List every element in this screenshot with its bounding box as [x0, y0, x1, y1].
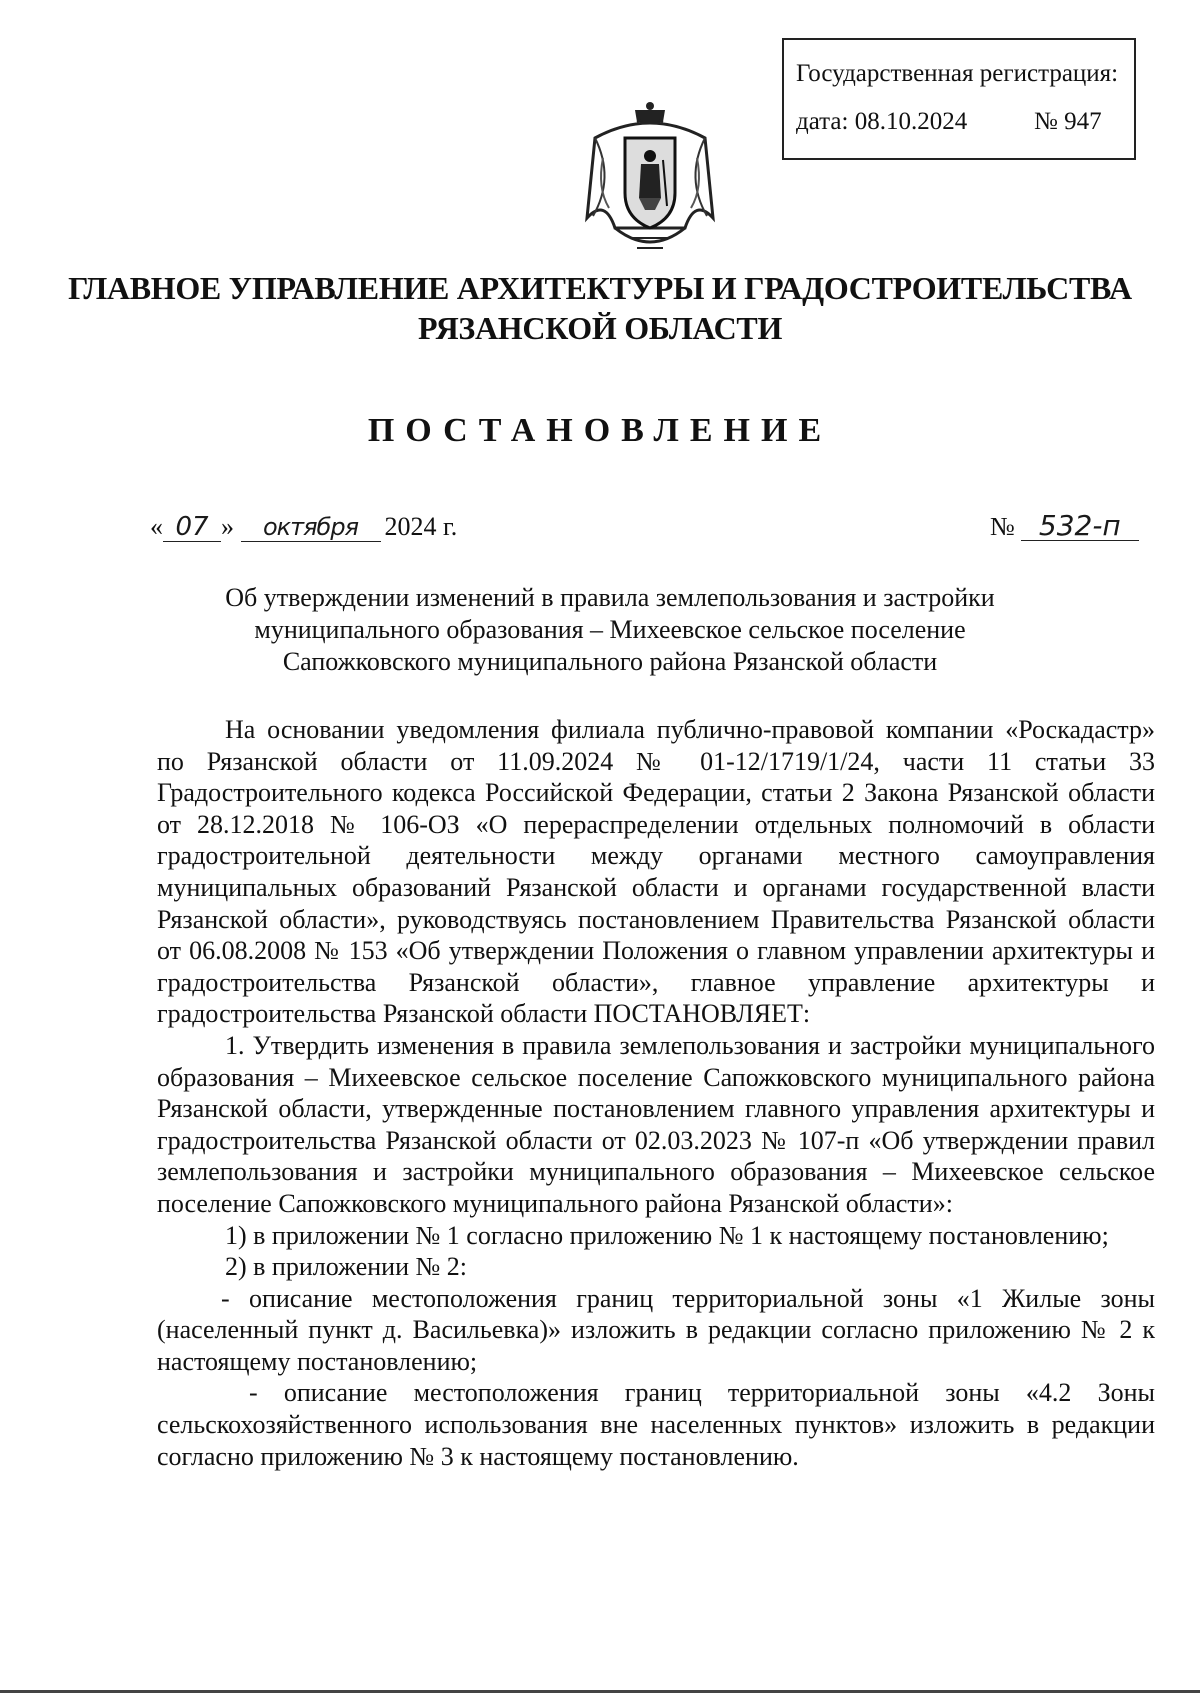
- ryazan-coat-of-arms-icon: [575, 98, 725, 258]
- page-bottom-divider: [0, 1690, 1200, 1693]
- item-1-paragraph: 1. Утвердить изменения в правила землепользования и застройки муниципального образования – Михеевское сельское поселение Сапожковского муниципального района Рязанской области, утвержденные постановлением главного управления архитектуры и градостроительства Рязанской области от 02.03.2023 № 107-п «Об утверждении правил землепользования и застройки муниципального образования – Михеевское сельское поселение Сапожковского муниципального района Рязанской области»:: [157, 1030, 1155, 1218]
- subitem-2-paragraph: 2) в приложении № 2:: [225, 1252, 468, 1282]
- dash-item-2-paragraph: - описание местоположения границ территориальной зоны «4.2 Зоны сельскохозяйственного использования вне населенных пунктов» изложить в редакции согласно приложению № 3 к настоящему постановлению.: [157, 1378, 1155, 1471]
- document-number: [990, 509, 1139, 542]
- subject-line3: Сапожковского муниципального района Рязанской области: [282, 647, 938, 676]
- date-month-handwritten: октября: [241, 513, 381, 542]
- date-close-quote: »: [221, 512, 234, 541]
- registration-stamp: [782, 38, 1136, 160]
- registration-title: Государственная регистрация:: [796, 60, 1119, 87]
- document-subject: [150, 582, 1070, 678]
- document-date: [150, 512, 457, 542]
- preamble-paragraph: На основании уведомления филиала публично-правовой компании «Роскадастр» по Рязанской области от 11.09.2024 № 01-12/1719/1/24, части 11 статьи 33 Градостроительного кодекса Российской Федерации, статьи 2 Закона Рязанской области от 28.12.2018 № 106-ОЗ «О перераспределении отдельных полномочий в области градостроительной деятельности между органами местного самоуправления муниципальных образований Рязанской области и органами государственной власти Рязанской области», руководствуясь постановлением Правительства Рязанской области от 06.08.2008 № 153 «Об утверждении Положения о главном управлении архитектуры и градостроительства Рязанской области», главное управление архитектуры и градостроительства Рязанской области ПОСТАНОВЛЯЕТ:: [157, 715, 1155, 1029]
- subitem-1-paragraph: 1) в приложении № 1 согласно приложению № 1 к настоящему постановлению;: [225, 1220, 1109, 1250]
- date-open-quote: «: [150, 512, 163, 541]
- organization-title-line1: ГЛАВНОЕ УПРАВЛЕНИЕ АРХИТЕКТУРЫ И ГРАДОСТРОИТЕЛЬСТВА: [68, 270, 1132, 306]
- organization-title-line2: РЯЗАНСКОЙ ОБЛАСТИ: [417, 310, 783, 346]
- document-body: [157, 714, 1155, 1472]
- document-type: ПОСТАНОВЛЕНИЕ: [367, 412, 833, 449]
- number-value-handwritten: 532-п: [1021, 512, 1139, 541]
- date-year: 2024 г.: [384, 512, 458, 541]
- dash-item-1-paragraph: - описание местоположения границ территориальной зоны «1 Жилые зоны (населенный пункт д. Васильевка)» изложить в редакции согласно приложению № 2 к настоящему постановлению;: [157, 1283, 1155, 1376]
- subject-line1: Об утверждении изменений в правила землепользования и застройки: [225, 583, 995, 612]
- date-day-handwritten: 07: [163, 513, 221, 542]
- registration-number: № 947: [1034, 108, 1102, 135]
- subject-line2: муниципального образования – Михеевское сельское поселение: [254, 615, 966, 644]
- registration-date: дата: 08.10.2024: [796, 108, 968, 135]
- number-label: №: [990, 512, 1015, 541]
- organization-title: [60, 268, 1140, 348]
